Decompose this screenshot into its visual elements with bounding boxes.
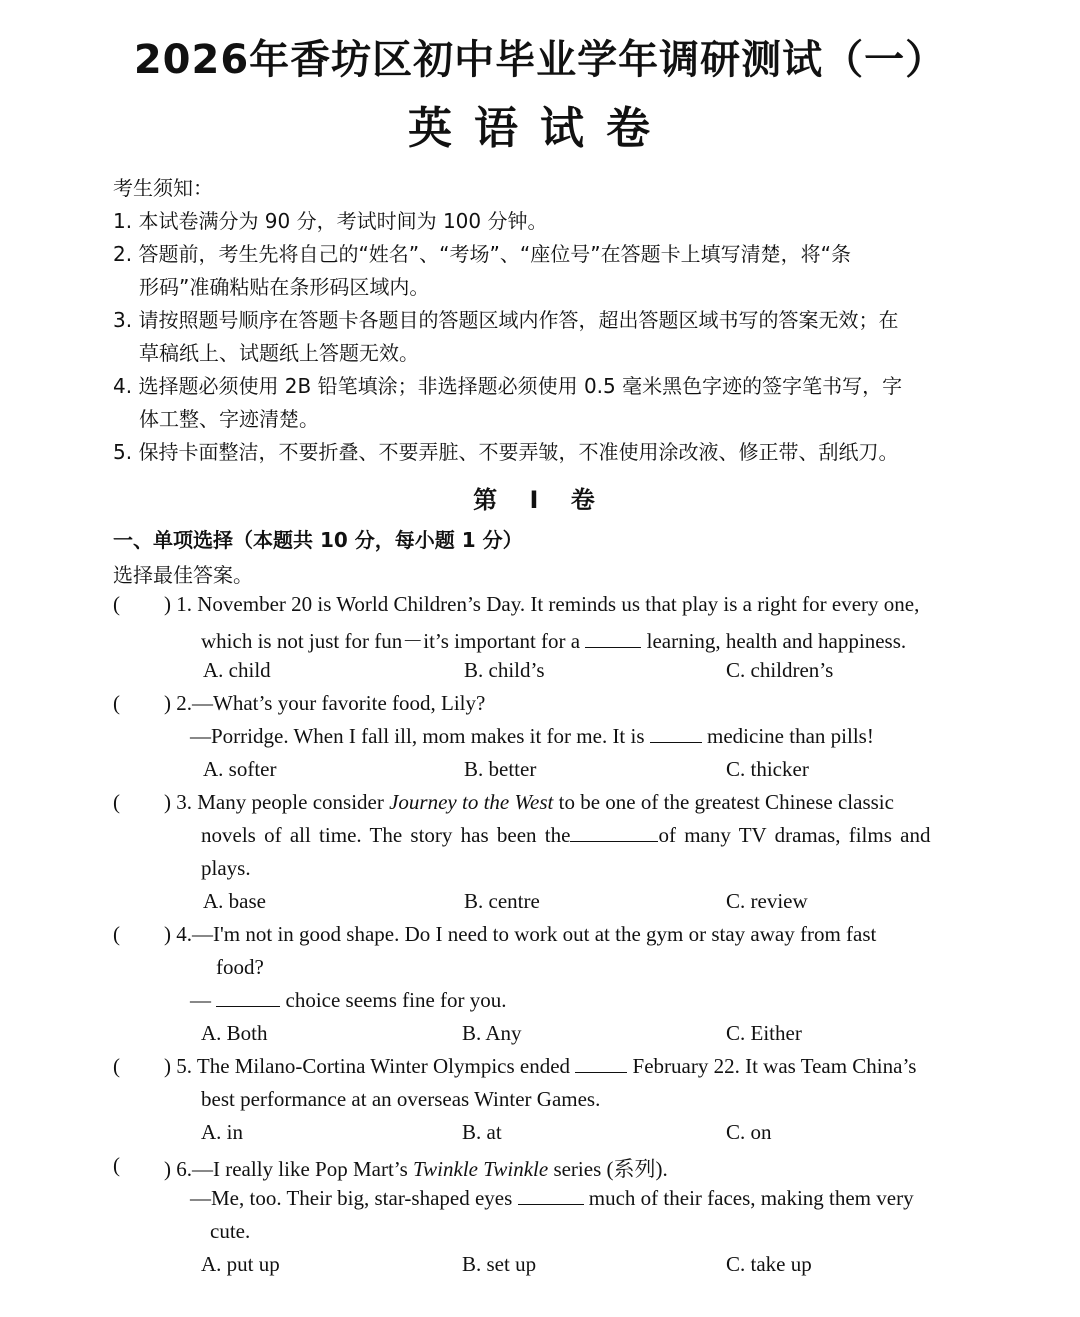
exam-title: 2026年香坊区初中毕业学年调研测试（一） [133, 37, 947, 83]
option-a[interactable]: A. put up [201, 1252, 280, 1276]
option-b[interactable]: B. child’s [464, 658, 545, 682]
question-stem [164, 1153, 668, 1183]
answer-blank [575, 1056, 627, 1073]
option-c[interactable]: C. review [726, 889, 808, 913]
question-stem: best performance at an overseas Winter Games. [201, 1087, 601, 1111]
question-stem [164, 1054, 916, 1079]
option-c[interactable]: C. Either [726, 1021, 802, 1045]
book-title: Journey to the West [389, 790, 554, 814]
answer-paren[interactable]: ( [113, 1054, 120, 1078]
answer-paren[interactable]: ( [113, 790, 120, 814]
option-a[interactable]: A. Both [201, 1021, 268, 1045]
option-a[interactable]: A. in [201, 1120, 243, 1144]
notice-line: 3. 请按照题号顺序在答题卡各题目的答题区域内作答，超出答题区域书写的答案无效；在 [113, 308, 899, 332]
question-stem [190, 1186, 914, 1211]
question-stem [190, 724, 874, 749]
subject-title: 英语试卷 [408, 103, 672, 154]
question-stem [201, 625, 906, 655]
option-b[interactable]: B. at [462, 1120, 502, 1144]
option-a[interactable]: A. base [203, 889, 266, 913]
option-c[interactable]: C. thicker [726, 757, 809, 781]
option-b[interactable]: B. Any [462, 1021, 522, 1045]
option-b[interactable]: B. set up [462, 1252, 537, 1276]
notice-line: 形码”准确粘贴在条形码区域内。 [139, 275, 430, 299]
stem-text: ) 5. The Milano-Cortina Winter Olympics ended [164, 1054, 571, 1078]
exam-notice [113, 172, 902, 469]
option-b[interactable]: B. centre [464, 889, 540, 913]
stem-text: learning, health and happiness. [646, 629, 907, 653]
volume-title: 第 I 卷 [473, 486, 607, 514]
notice-line: 1. 本试卷满分为 90 分，考试时间为 100 分钟。 [113, 209, 548, 233]
section-heading: 一、单项选择（本题共 10 分，每小题 1 分） [113, 528, 523, 552]
stem-text: —Porridge. When I fall ill, mom makes it for me. It is [190, 724, 645, 748]
answer-paren[interactable]: ( [113, 691, 120, 715]
question-stem [201, 823, 930, 848]
stem-text: of many TV dramas, films and [658, 823, 931, 847]
question-stem [164, 790, 894, 815]
answer-blank [585, 631, 641, 648]
question-stem: food? [216, 955, 264, 979]
stem-text: novels of all time. The story has been the [201, 823, 571, 847]
notice-line: 草稿纸上、试题纸上答题无效。 [139, 341, 419, 365]
answer-blank [650, 726, 702, 743]
product-title: Twinkle Twinkle [413, 1157, 549, 1181]
option-a[interactable]: A. child [203, 658, 271, 682]
question-stem: ) 4.—I'm not in good shape. Do I need to work out at the gym or stay away from fast [164, 922, 877, 946]
stem-text: medicine than pills! [707, 724, 874, 748]
answer-blank [216, 990, 280, 1007]
question-stem [190, 988, 507, 1013]
stem-text: — [190, 988, 211, 1012]
stem-text: much of their faces, making them very [588, 1186, 914, 1210]
stem-text: to be one of the greatest Chinese classic [558, 790, 894, 814]
option-a[interactable]: A. softer [203, 757, 277, 781]
notice-line: 4. 选择题必须使用 2B 铅笔填涂；非选择题必须使用 0.5 毫米黑色字迹的签字笔书写，字 [113, 374, 903, 398]
answer-paren[interactable]: ( [113, 592, 120, 616]
answer-paren[interactable]: ( [113, 1153, 120, 1177]
stem-text: ) 3. Many people consider [164, 790, 384, 814]
stem-text: choice seems fine for you. [285, 988, 507, 1012]
option-c[interactable]: C. children’s [726, 658, 834, 682]
option-b[interactable]: B. better [464, 757, 537, 781]
stem-text: series (系列). [553, 1157, 668, 1181]
answer-blank [570, 825, 658, 842]
stem-text: ) 6.—I really like Pop Mart’s [164, 1157, 408, 1181]
stem-text: February 22. It was Team China’s [632, 1054, 917, 1078]
notice-line: 5. 保持卡面整洁，不要折叠、不要弄脏、不要弄皱，不准使用涂改液、修正带、刮纸刀。 [113, 440, 899, 464]
notice-heading: 考生须知： [113, 176, 213, 200]
option-c[interactable]: C. on [726, 1120, 772, 1144]
answer-paren[interactable]: ( [113, 922, 120, 946]
section-instruction: 选择最佳答案。 [113, 563, 253, 587]
answer-blank [518, 1188, 584, 1205]
question-stem: plays. [201, 856, 251, 880]
question-stem: ) 2.—What’s your favorite food, Lily? [164, 691, 486, 715]
question-stem: ) 1. November 20 is World Children’s Day. It reminds us that play is a right for every one, [164, 592, 920, 616]
stem-text: which is not just for fun－it’s important for a [201, 629, 581, 653]
option-c[interactable]: C. take up [726, 1252, 812, 1276]
stem-text: —Me, too. Their big, star-shaped eyes [190, 1186, 513, 1210]
notice-line: 体工整、字迹清楚。 [139, 407, 319, 431]
question-stem: cute. [210, 1219, 251, 1243]
notice-line: 2. 答题前，考生先将自己的“姓名”、“考场”、“座位号”在答题卡上填写清楚，将“条 [113, 242, 851, 266]
